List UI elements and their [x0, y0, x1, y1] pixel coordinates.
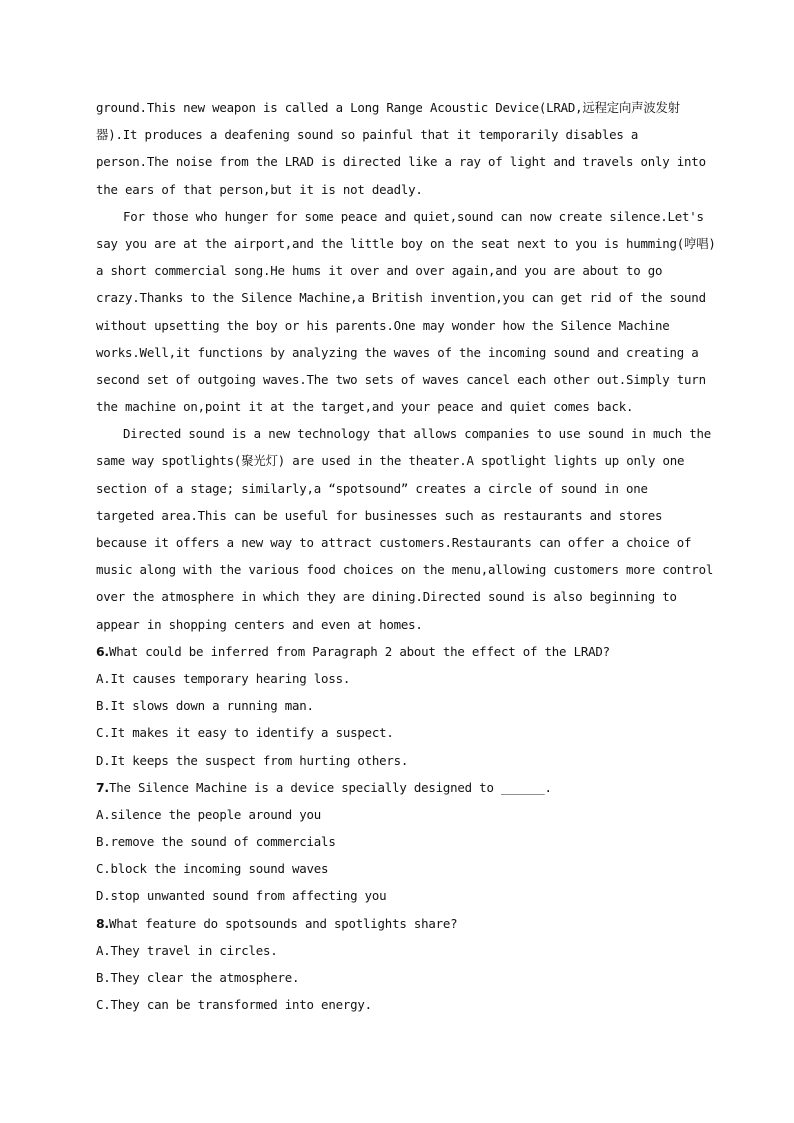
passage-line: appear in shopping centers and even at homes.: [96, 616, 423, 632]
passage-line: second set of outgoing waves.The two sets of waves cancel each other out.Simply turn: [96, 371, 706, 387]
passage-line: For those who hunger for some peace and quiet,sound can now create silence.Let's: [123, 208, 704, 224]
passage-line: targeted area.This can be useful for businesses such as restaurants and stores: [96, 507, 663, 523]
passage-line: 器).It produces a deafening sound so painful that it temporarily disables a: [96, 127, 639, 143]
passage-line: because it offers a new way to attract customers.Restaurants can offer a choice of: [96, 535, 692, 550]
passage-line: without upsetting the boy or his parents.One may wonder how the Silence Machine: [96, 317, 670, 333]
passage-line: crazy.Thanks to the Silence Machine,a British invention,you can get rid of the sound: [96, 290, 706, 306]
passage-line: say you are at the airport,and the little boy on the seat next to you is humming(哼唱): [96, 235, 716, 251]
question-text: What could be inferred from Paragraph 2 about the effect of the LRAD?: [108, 643, 610, 659]
option-b[interactable]: B.They clear the atmosphere.: [96, 970, 300, 985]
option-c[interactable]: C.block the incoming sound waves: [96, 861, 329, 877]
document-page: [96, 94, 716, 1018]
passage-line: same way spotlights(聚光灯) are used in the theater.A spotlight lights up only one: [96, 453, 685, 469]
passage-line: ground.This new weapon is called a Long Range Acoustic Device(LRAD,远程定向声波发射: [96, 100, 680, 115]
passage-line: Directed sound is a new technology that allows companies to use sound in much the: [123, 426, 712, 442]
passage-line: section of a stage; similarly,a “spotsound” creates a circle of sound in one: [96, 480, 648, 496]
passage-line: works.Well,it functions by analyzing the waves of the incoming sound and creating a: [96, 344, 699, 360]
question-stem: [96, 910, 706, 937]
question-8: [96, 910, 706, 1019]
question-stem: [96, 774, 706, 801]
reading-passage: [96, 94, 716, 638]
option-b[interactable]: B.It slows down a running man.: [96, 698, 314, 714]
question-6: [96, 638, 706, 774]
option-a[interactable]: A.silence the people around you: [96, 806, 322, 822]
passage-line: the machine on,point it at the target,and your peace and quiet comes back.: [96, 399, 634, 415]
question-stem: [96, 638, 706, 665]
option-b[interactable]: B.remove the sound of commercials: [96, 834, 336, 850]
option-d[interactable]: D.It keeps the suspect from hurting others.: [96, 752, 409, 768]
question-text: What feature do spotsounds and spotlights share?: [108, 915, 458, 931]
question-7: [96, 774, 706, 910]
passage-line: over the atmosphere in which they are dining.Directed sound is also beginning to: [96, 589, 677, 605]
passage-line: the ears of that person,but it is not deadly.: [96, 181, 423, 197]
option-a[interactable]: A.It causes temporary hearing loss.: [96, 670, 351, 686]
passage-line: music along with the various food choices on the menu,allowing customers more control: [96, 562, 714, 578]
passage-line: a short commercial song.He hums it over and over again,and you are about to go: [96, 263, 663, 279]
option-c[interactable]: C.They can be transformed into energy.: [96, 997, 372, 1013]
question-number: 8.: [96, 915, 109, 931]
question-text: The Silence Machine is a device specially designed to ______.: [108, 779, 552, 795]
question-number: 6.: [96, 643, 109, 659]
option-d[interactable]: D.stop unwanted sound from affecting you: [96, 888, 387, 904]
passage-line: person.The noise from the LRAD is directed like a ray of light and travels only into: [96, 154, 706, 170]
option-a[interactable]: A.They travel in circles.: [96, 942, 278, 958]
option-c[interactable]: C.It makes it easy to identify a suspect.: [96, 725, 394, 741]
question-number: 7.: [96, 779, 109, 795]
